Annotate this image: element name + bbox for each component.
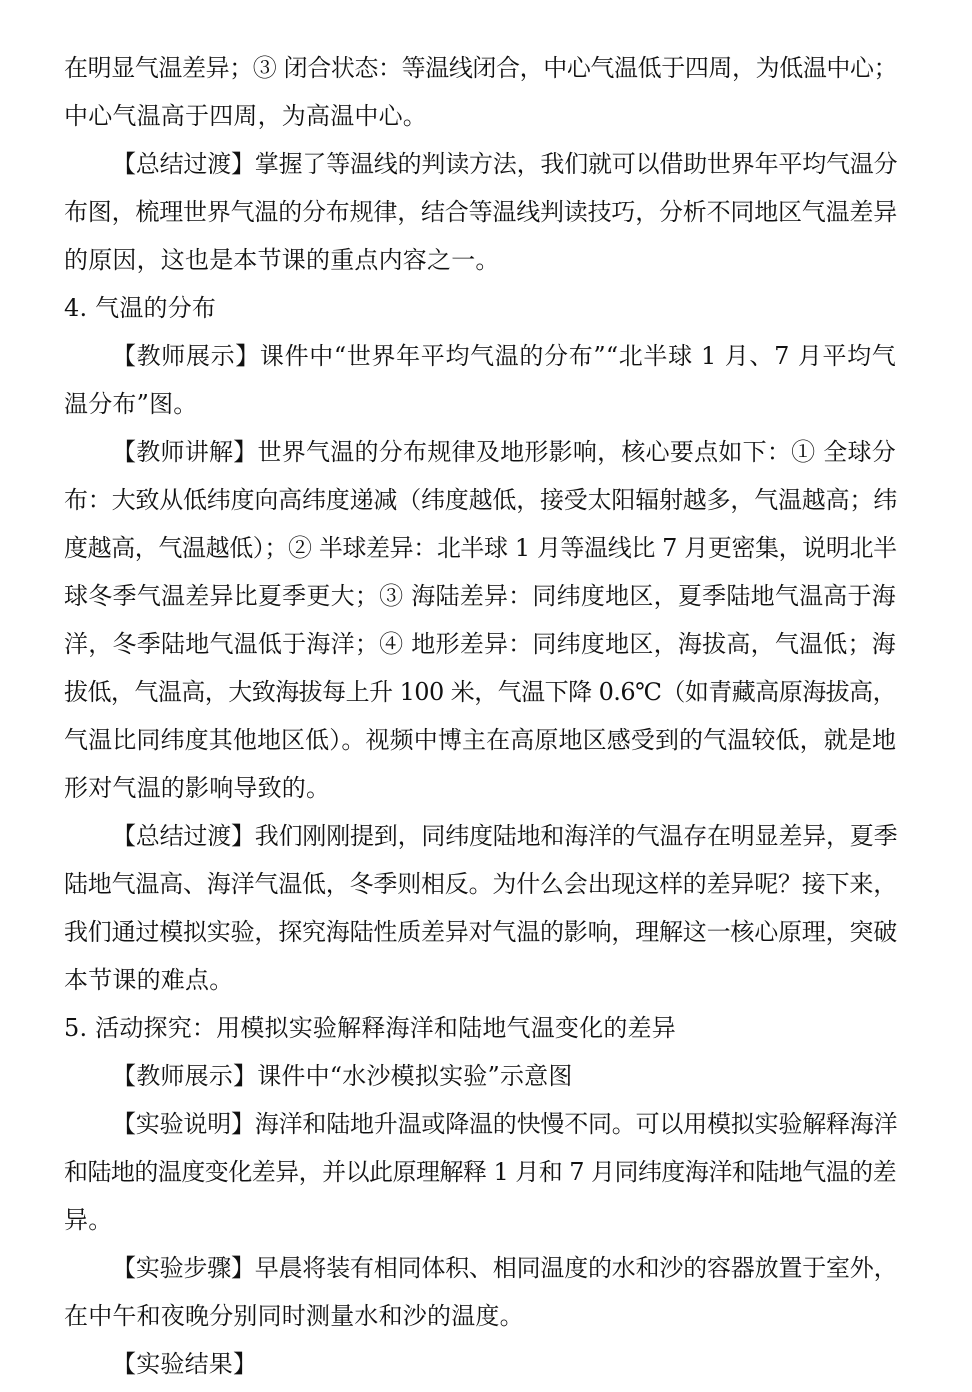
text-line: 球冬季气温差异比夏季更大；③ 海陆差异：同纬度地区，夏季陆地气温高于海: [64, 582, 896, 610]
paragraph-teacher-display-1: 【教师展示】课件中“世界年平均气温的分布”“北半球 1 月、7 月平均气: [112, 342, 896, 370]
paragraph-teacher-explanation: 【教师讲解】世界气温的分布规律及地形影响，核心要点如下：① 全球分: [112, 438, 896, 466]
text-line: 温分布”图。: [64, 390, 198, 418]
text-line: 拔低，气温高，大致海拔每上升 100 米，气温下降 0.6℃（如青藏高原海拔高，: [64, 678, 896, 706]
text-line: 和陆地的温度变化差异，并以此原理解释 1 月和 7 月同纬度海洋和陆地气温的差: [64, 1158, 896, 1186]
text-line: 异。: [64, 1206, 113, 1234]
text-line: 在明显气温差异；③ 闭合状态：等温线闭合，中心气温低于四周，为低温中心；: [64, 54, 898, 82]
text-line: 布：大致从低纬度向高纬度递减（纬度越低，接受太阳辐射越多，气温越高；纬: [64, 486, 897, 514]
text-line: 布图，梳理世界气温的分布规律，结合等温线判读技巧，分析不同地区气温差异: [64, 198, 897, 226]
text-line: 洋，冬季陆地气温低于海洋；④ 地形差异：同纬度地区，海拔高，气温低；海: [64, 630, 896, 658]
paragraph-summary-transition-2: 【总结过渡】我们刚刚提到，同纬度陆地和海洋的气温存在明显差异，夏季: [112, 822, 898, 850]
paragraph-experiment-steps: 【实验步骤】早晨将装有相同体积、相同温度的水和沙的容器放置于室外，: [112, 1254, 898, 1282]
paragraph-experiment-description: 【实验说明】海洋和陆地升温或降温的快慢不同。可以用模拟实验解释海洋: [112, 1110, 898, 1138]
paragraph-experiment-results: 【实验结果】: [112, 1350, 258, 1378]
text-line: 陆地气温高、海洋气温低，冬季则相反。为什么会出现这样的差异呢？接下来，: [64, 870, 897, 898]
text-line: 本节课的难点。: [64, 966, 234, 994]
text-line: 中心气温高于四周，为高温中心。: [64, 102, 427, 130]
section-heading-activity-inquiry: 5. 活动探究：用模拟实验解释海洋和陆地气温变化的差异: [64, 1014, 676, 1042]
text-line: 气温比同纬度其他地区低）。视频中博主在高原地区感受到的气温较低，就是地: [64, 726, 896, 754]
text-line: 形对气温的影响导致的。: [64, 774, 331, 802]
paragraph-teacher-display-2: 【教师展示】课件中“水沙模拟实验”示意图: [112, 1062, 573, 1090]
text-line: 的原因，这也是本节课的重点内容之一。: [64, 246, 500, 274]
section-heading-temperature-distribution: 4. 气温的分布: [64, 294, 217, 322]
text-line: 我们通过模拟实验，探究海陆性质差异对气温的影响，理解这一核心原理，突破: [64, 918, 897, 946]
paragraph-summary-transition-1: 【总结过渡】掌握了等温线的判读方法，我们就可以借助世界年平均气温分: [112, 150, 898, 178]
text-line: 在中午和夜晚分别同时测量水和沙的温度。: [64, 1302, 524, 1330]
text-line: 度越高，气温越低）；② 半球差异：北半球 1 月等温线比 7 月更密集，说明北半: [64, 534, 897, 562]
